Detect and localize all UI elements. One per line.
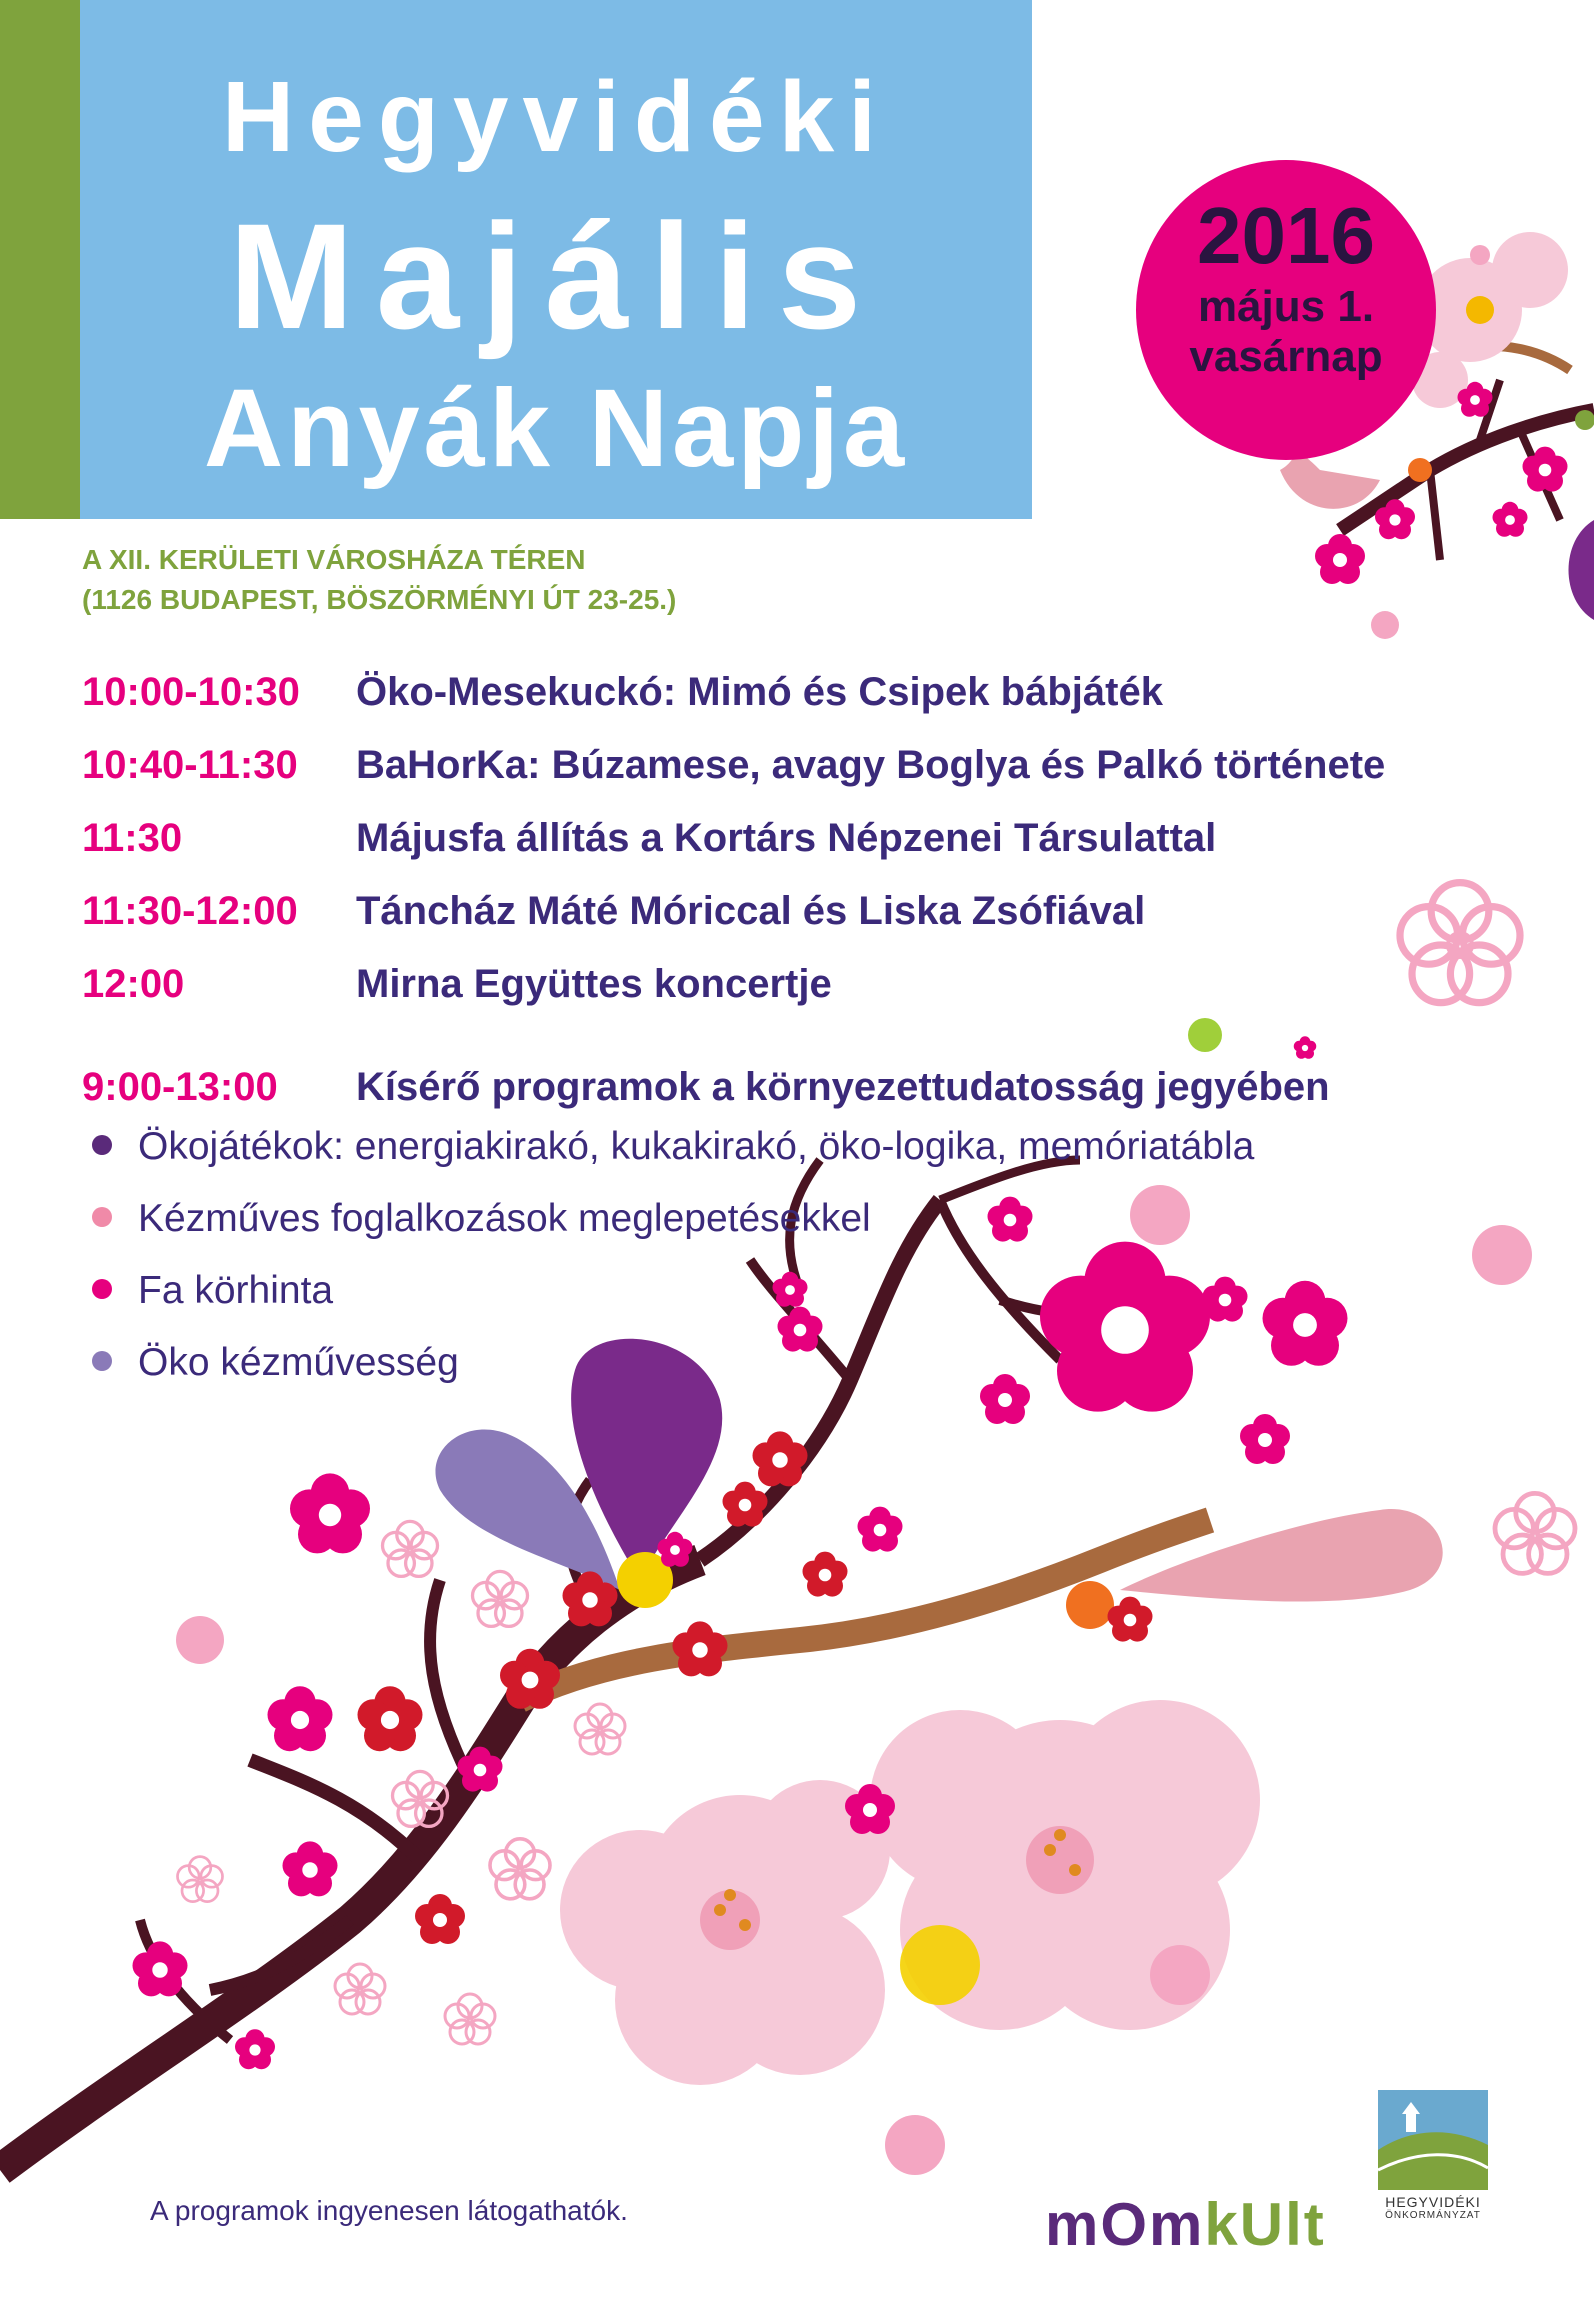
schedule-row [82, 816, 1385, 889]
date-year: 2016 [1197, 191, 1375, 280]
schedule-time: 10:00-10:30 [82, 670, 300, 714]
list-item [92, 1125, 1254, 1197]
date-day: május 1. [1197, 282, 1375, 331]
hegyvideki-logo [1378, 2090, 1488, 2221]
green-accent-bar [0, 0, 80, 519]
schedule-row [82, 743, 1385, 816]
side-programs-title: Kísérő programok a környezettudatosság jegyében [356, 1065, 1330, 1109]
list-item-text: Kézműves foglalkozások meglepetésekkel [138, 1197, 871, 1240]
list-item-text: Fa körhinta [138, 1269, 334, 1312]
list-item-text: Öko kézművesség [138, 1341, 459, 1384]
list-item [92, 1197, 1254, 1269]
momkult-logo-part-2: kUlt [1204, 2191, 1326, 2258]
momkult-logo [1045, 2190, 1326, 2259]
list-item [92, 1269, 1254, 1341]
schedule-row [82, 889, 1385, 962]
hegyvideki-logo-line-2: ÖNKORMÁNYZAT [1385, 2210, 1481, 2221]
flower-bullet-icon [92, 1351, 112, 1371]
venue-line-1: A XII. KERÜLETI VÁROSHÁZA TÉREN [82, 544, 586, 575]
flower-bullet-icon [92, 1279, 112, 1299]
date-badge [1136, 160, 1436, 460]
title-line-2: Majális [228, 192, 884, 360]
title-banner [80, 0, 1032, 519]
side-programs-time: 9:00-13:00 [82, 1065, 278, 1109]
schedule-time: 10:40-11:30 [82, 743, 298, 787]
schedule-event: BaHorKa: Búzamese, avagy Boglya és Palkó története [356, 743, 1386, 787]
flower-bullet-icon [92, 1207, 112, 1227]
list-item [92, 1341, 1254, 1413]
schedule-event: Májusfa állítás a Kortárs Népzenei Társulattal [356, 816, 1217, 860]
schedule-time: 11:30-12:00 [82, 889, 298, 933]
venue-line-2: (1126 BUDAPEST, BÖSZÖRMÉNYI ÚT 23-25.) [82, 584, 677, 615]
date-weekday: vasárnap [1189, 332, 1383, 381]
schedule [82, 670, 1385, 1035]
outline-flower-right [1400, 883, 1520, 1003]
list-item-text: Ökojátékok: energiakirakó, kukakirakó, öko-logika, memóriatábla [138, 1125, 1255, 1168]
schedule-event: Táncház Máté Móriccal és Liska Zsófiával [356, 889, 1146, 933]
title-line-1: Hegyvidéki [221, 61, 891, 173]
schedule-time: 12:00 [82, 962, 185, 1006]
schedule-row [82, 962, 1385, 1035]
hegyvideki-emblem-icon [1378, 2090, 1488, 2190]
title-line-3: Anyák Napja [203, 367, 909, 490]
schedule-time: 11:30 [82, 816, 183, 860]
side-programs-list [92, 1125, 1254, 1413]
hegyvideki-logo-line-1: HEGYVIDÉKI [1385, 2194, 1481, 2210]
schedule-row [82, 670, 1385, 743]
flower-bullet-icon [92, 1135, 112, 1155]
schedule-event: Mirna Együttes koncertje [356, 962, 832, 1006]
momkult-logo-part-1: mOm [1045, 2191, 1205, 2258]
footer-note: A programok ingyenesen látogathatók. [150, 2195, 628, 2226]
venue [82, 540, 676, 620]
side-programs-heading [82, 1065, 1330, 1110]
schedule-event: Öko-Mesekuckó: Mimó és Csipek bábjáték [356, 670, 1163, 714]
